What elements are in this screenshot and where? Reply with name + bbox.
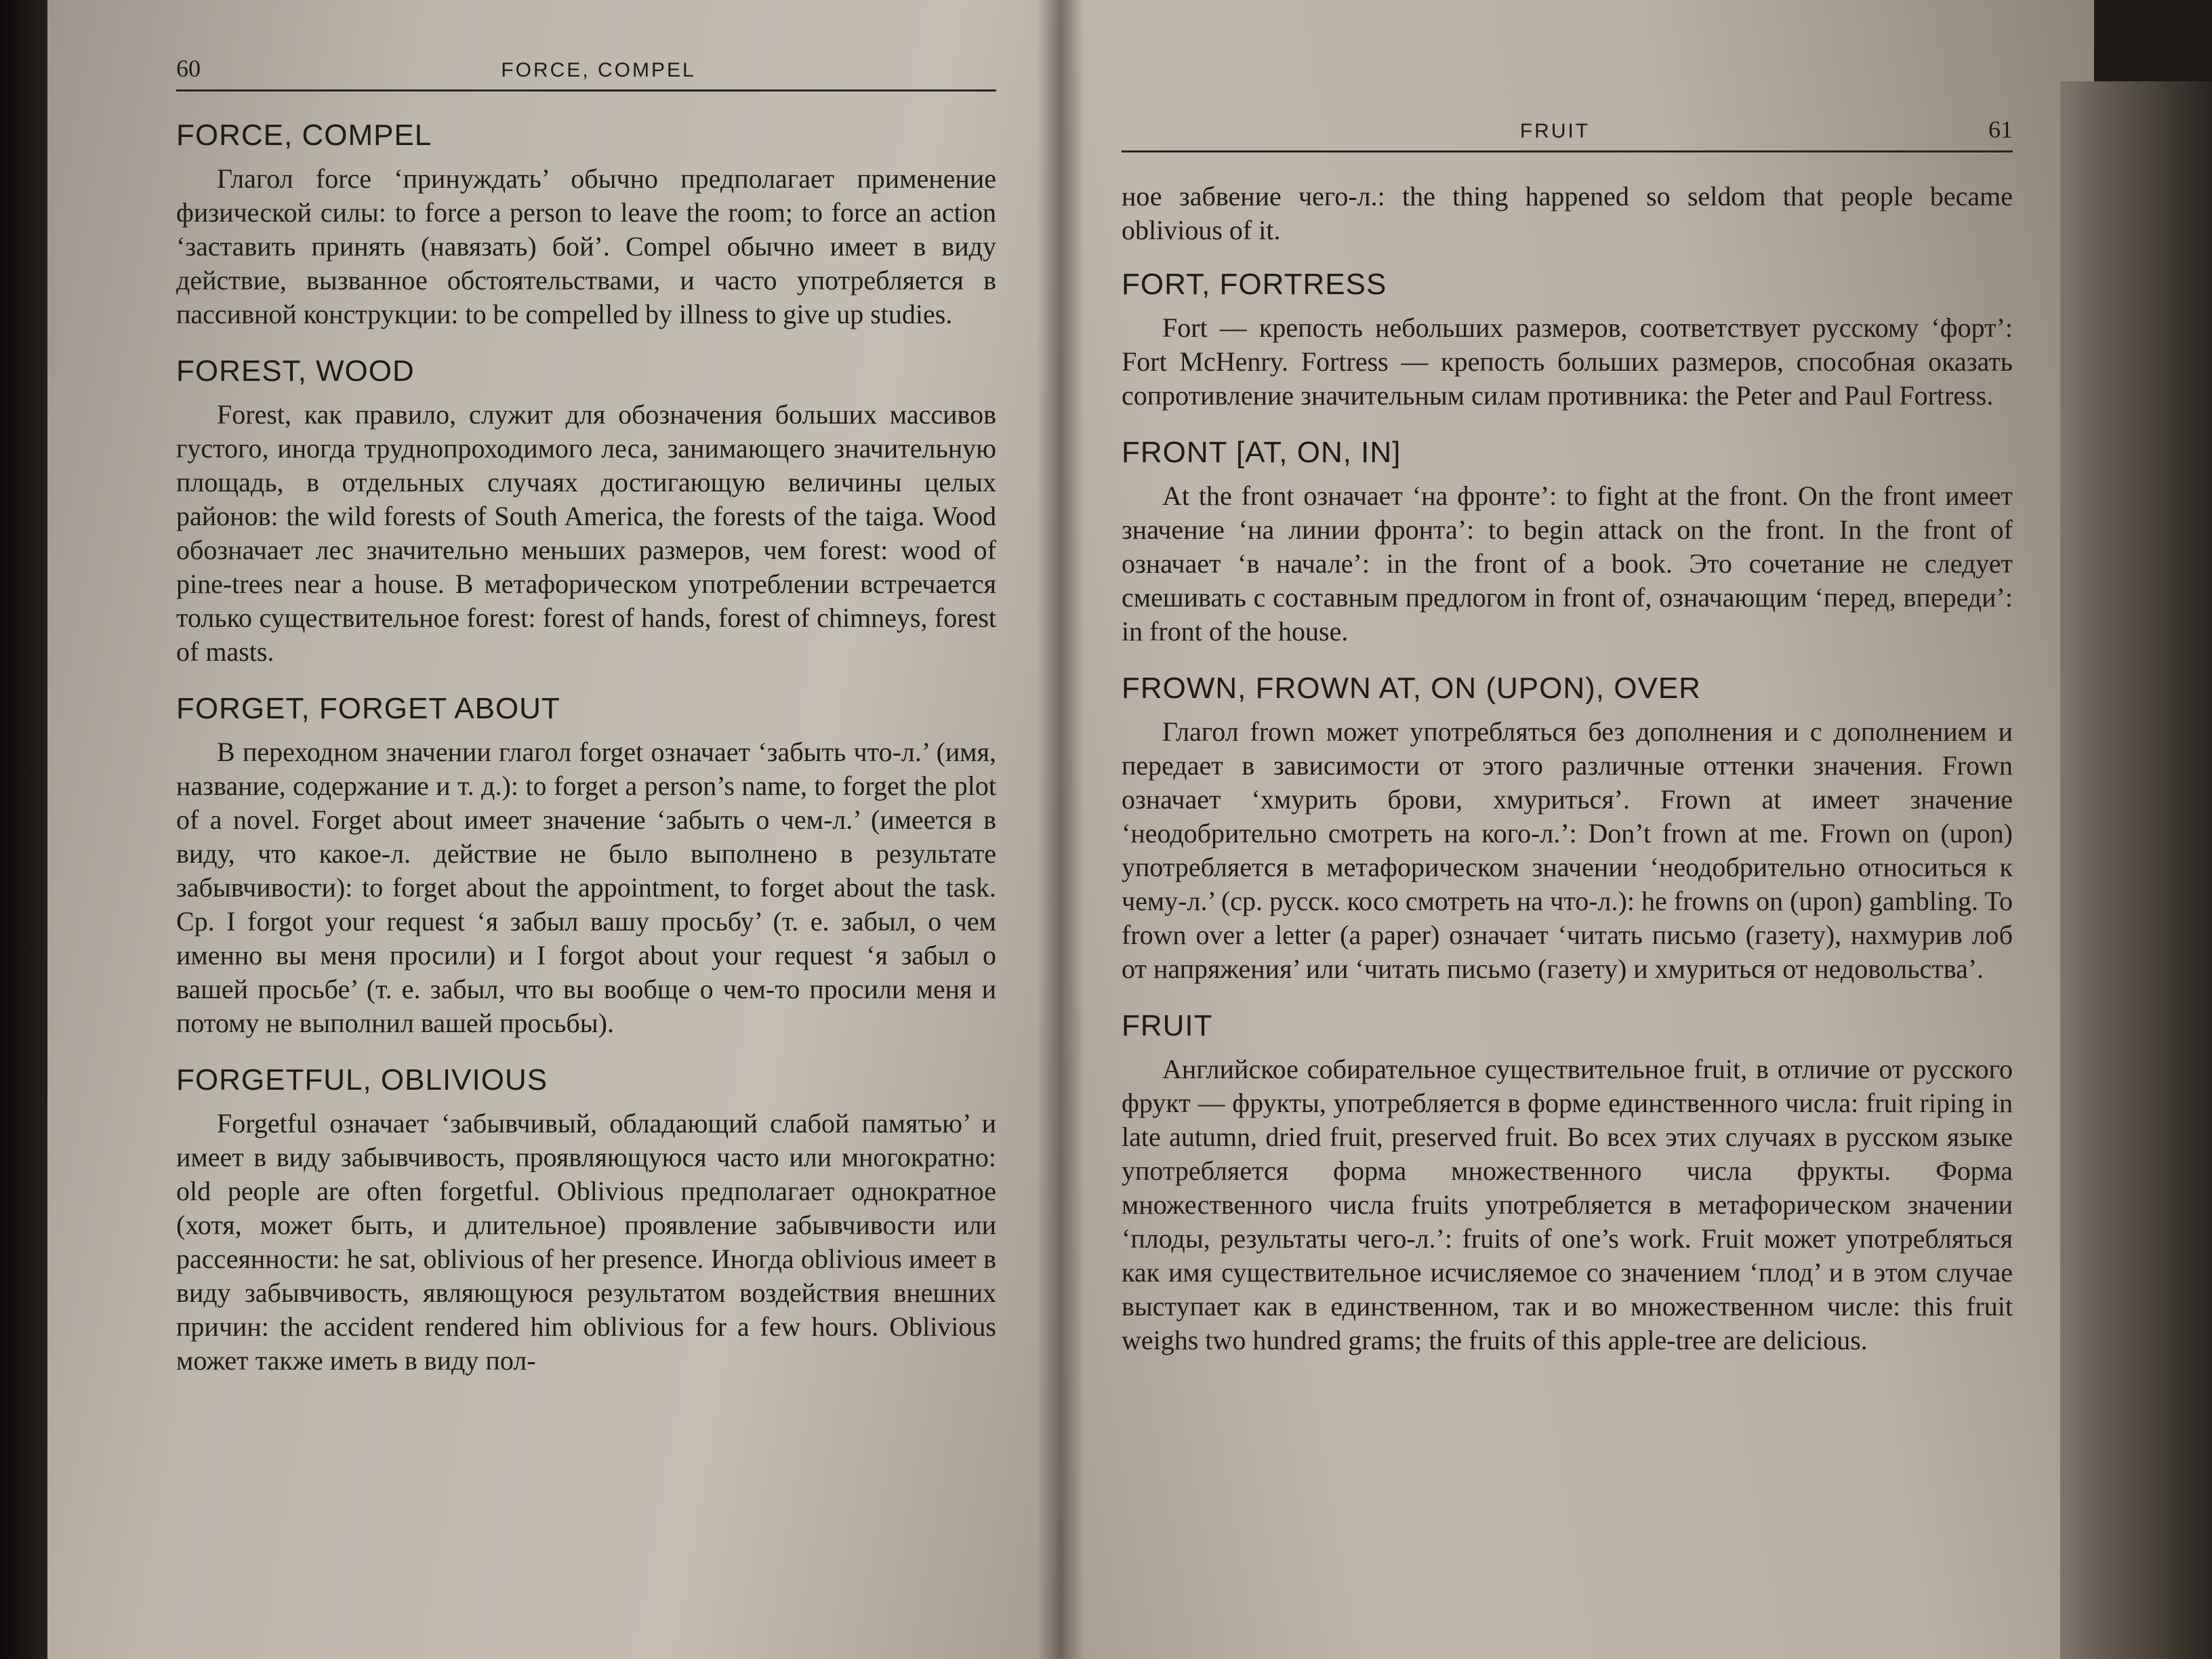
entry-text: At the front означает ‘на фронте’: to fight at the front. On the front имеет значение ‘на линии фронта’: to begin attack on the front. In the front of означает ‘в начале’: in the front of a book. Это сочетание не следует смешивать с составным предлогом in front of, означающим ‘перед, впереди’: in front of the house. bbox=[1122, 480, 2013, 647]
left-page bbox=[47, 0, 1057, 1659]
entry-text: Fort — крепость небольших размеров, соответствует русскому ‘форт’: Fort McHenry. Fortress — крепость больших размеров, способная оказать сопротивление значительным силам противника: the Peter and Paul Fortress. bbox=[1122, 312, 2013, 411]
headword: FORGETFUL, OBLIVIOUS bbox=[176, 1063, 548, 1097]
entry-text: Forest, как правило, служит для обозначения больших массивов густого, иногда труднопроходимого леса, занимающего значительную площадь, в отдельных случаях достигающую величины целых районов: the wild forests of South America, the forests of the taiga. Wood обозначает лес значительно меньших размеров, чем forest: wood of pine-trees near a house. В метафорическом употреблении встречается только существительное forest: forest of hands, forest of chimneys, forest of masts. bbox=[176, 399, 996, 667]
entry-text: Английское собирательное существительное fruit, в отличие от русского фрукт — фрукты, употребляется в форме единственного числа: fruit riping in late autumn, dried fruit, preserved fruit. Во всех этих случаях в русском языке употребляется форма множественного числа фрукты. Форма множественного числа fruits употребляется в метафорическом значении ‘плоды, результаты чего-л.’: fruits of one’s work. Fruit может употребляться как имя существительное исчисляемое со значением ‘плод’ и в этом случае выступает как в единственном, так и во множественном числе: this fruit weighs two hundred grams; the fruits of this apple-tree are delicious. bbox=[1122, 1054, 2013, 1355]
left-page-number: 60 bbox=[176, 55, 201, 82]
left-running-title: FORCE, COMPEL bbox=[501, 59, 696, 81]
headword: FORT, FORTRESS bbox=[1122, 268, 1387, 301]
continuation-text: ное забвение чего-л.: the thing happened so seldom that people became oblivious of it. bbox=[1122, 181, 2013, 245]
entry-fruit bbox=[1122, 1009, 2013, 1357]
headword: FORGET, FORGET ABOUT bbox=[176, 692, 560, 725]
headword: FRONT [AT, ON, IN] bbox=[1122, 436, 1401, 469]
entry-text: Forgetful означает ‘забывчивый, обладающий слабой памятью’ и имеет в виду забывчивость, проявляющуюся часто или многократно: old people are often forgetful. Oblivious предполагает однократное (хотя, может быть, и длительное) проявление забывчивости или рассеянности: he sat, oblivious of her presence. Иногда oblivious имеет в виду забывчивость, являющуюся результатом воздействия внешних причин: the accident rendered him oblivious for a few hours. Oblivious может также иметь в виду пол- bbox=[176, 1108, 996, 1376]
entry-text: Глагол frown может употребляться без дополнения и с дополнением и передает в зависимости от этого различные оттенки значения. Frown означает ‘хмурить брови, хмуриться’. Frown at имеет значение ‘неодобрительно смотреть на кого-л.’: Don’t frown at me. Frown on (upon) употребляется в метафорическом значении ‘неодобрительно относиться к чему-л.’ (ср. русск. косо смотреть на что-л.): he frowns on (upon) gambling. To frown over a letter (a paper) означает ‘читать письмо (газету), нахмурив лоб от напряжения’ или ‘читать письмо (газету) и хмуриться от недовольства’. bbox=[1122, 716, 2013, 984]
entry-force-compel bbox=[176, 119, 996, 331]
entry-fort-fortress bbox=[1122, 268, 2013, 413]
page-stack-edge bbox=[2060, 81, 2212, 1659]
left-running-head bbox=[176, 54, 996, 91]
right-page-number: 61 bbox=[1988, 116, 2013, 143]
entry-forest-wood bbox=[176, 354, 996, 669]
right-running-head bbox=[1122, 115, 2013, 152]
entry-frown bbox=[1122, 672, 2013, 986]
entry-text: В переходном значении глагол forget означает ‘забыть что-л.’ (имя, название, содержание и т. д.): to forget a person’s name, to forget the plot of a novel. Forget about имеет значение ‘забыть о чем-л.’ (имеется в виду, что какое-л. действие не было выполнено в результате забывчивости): to forget about the appointment, to forget about the task. Ср. I forgot your request ‘я забыл вашу просьбу’ (т. е. забыл, о чем именно вы меня просили) и I forgot about your request ‘я забыл о вашей просьбе’ (т. е. забыл, что вы вообще о чем-то просили меня и потому не выполнил вашей просьбы). bbox=[176, 737, 996, 1038]
entry-forgetful bbox=[176, 1063, 996, 1378]
book-gutter bbox=[1037, 0, 1084, 1659]
right-page bbox=[1057, 0, 2094, 1659]
entry-text: Глагол force ‘принуждать’ обычно предполагает применение физической силы: to force a person to leave the room; to force an action ‘заставить принять (навязать) бой’. Compel обычно имеет в виду действие, вызванное обстоятельствами, и часто употребляется в пассивной конструкции: to be compelled by illness to give up studies. bbox=[176, 163, 996, 329]
headword: FROWN, FROWN AT, ON (UPON), OVER bbox=[1122, 672, 1701, 705]
headword: FOREST, WOOD bbox=[176, 354, 415, 388]
right-running-title: FRUIT bbox=[1519, 120, 1591, 142]
headword: FORCE, COMPEL bbox=[176, 119, 432, 152]
entry-forget bbox=[176, 692, 996, 1040]
headword: FRUIT bbox=[1122, 1009, 1213, 1042]
entry-front bbox=[1122, 436, 2013, 649]
